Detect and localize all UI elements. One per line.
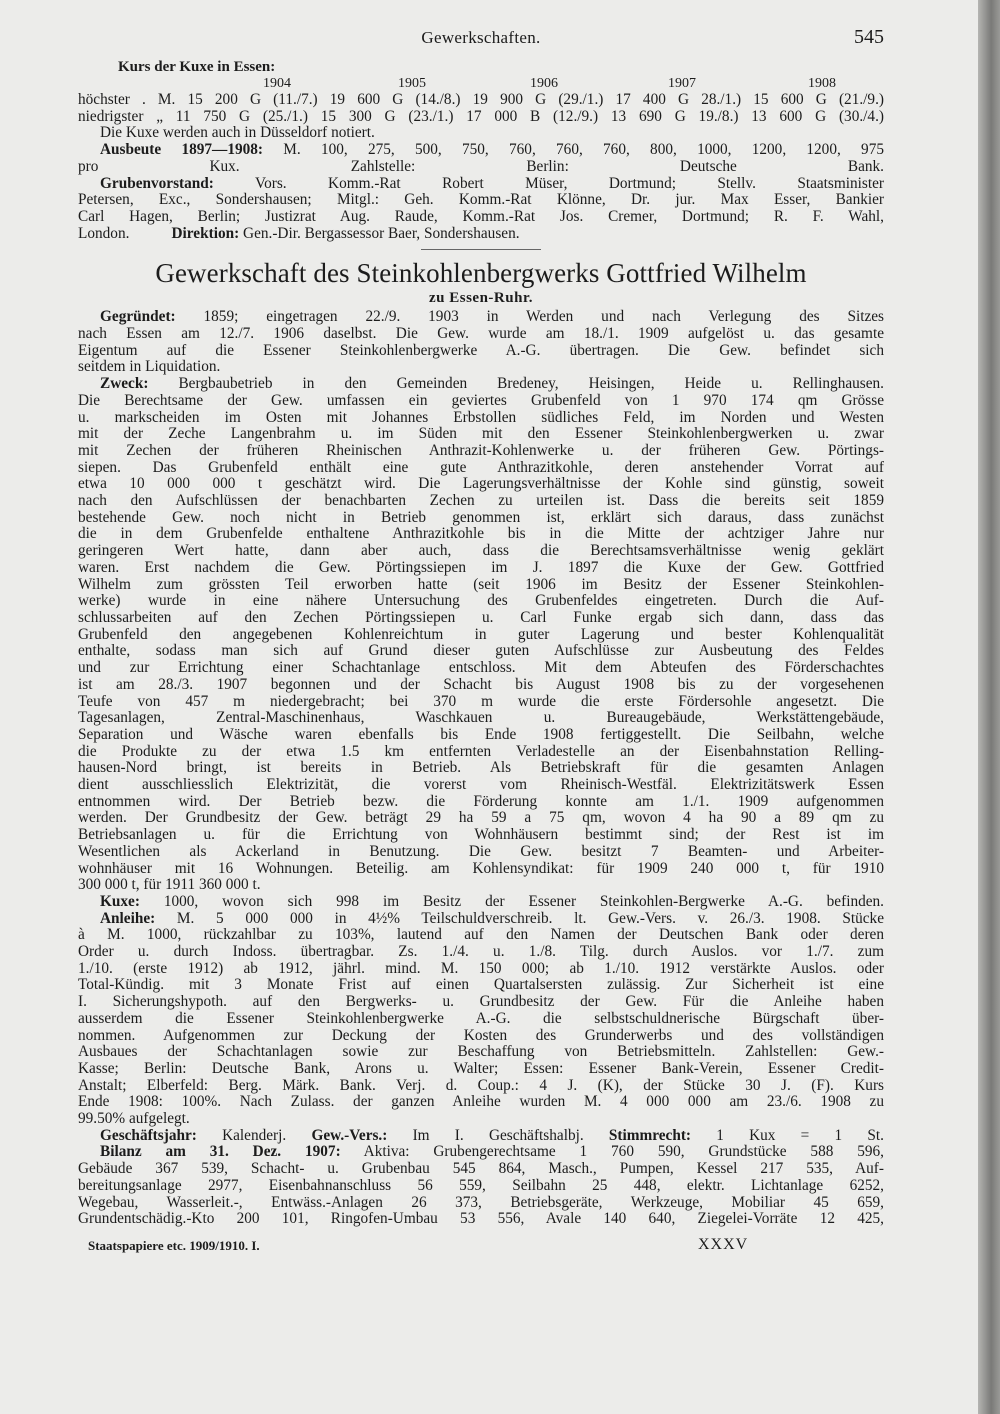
body-line xyxy=(78,694,884,711)
entry-label: Anleihe: xyxy=(100,909,156,927)
entry-text: Im I. Geschäftshalbj. xyxy=(387,1126,609,1144)
prelude-line xyxy=(78,142,884,159)
entry-text: Kasse; Berlin: Deutsche Bank, Arons u. Walter; Essen: Essener Bank-Verein, Essener Credit- xyxy=(78,1059,884,1077)
entry-text: hausen-Nord bringt, ist bereits in Betrieb. Als Betriebskraft für die gesamten Anlagen xyxy=(78,759,884,777)
kurs-years xyxy=(78,76,884,92)
entry-text: Carl Hagen, Berlin; Justizrat Aug. Raude, Komm.-Rat Jos. Cremer, Dortmund; R. F. Wahl, xyxy=(78,207,884,225)
entry-text: nach den Aufschlüssen der benachbarten Zechen zu urteilen ist. Dass die bereits seit 1859 xyxy=(78,492,884,510)
entry-text: die Produkte zu der etwa 1.5 km entfernten Verladestelle an der Eisenbahnstation Relling- xyxy=(78,742,884,760)
prelude-line xyxy=(78,176,884,193)
body-line xyxy=(78,660,884,677)
entry-text: Grubenfeld den angegebenen Kohlenreichtum in guter Lagerung und bester Kohlenqualität xyxy=(78,625,884,643)
entry-text: 1000, wovon sich 998 im Besitz der Essener Steinkohlen-Bergwerke A.-G. befinden. xyxy=(139,892,884,910)
body-line xyxy=(78,1144,884,1161)
body-line xyxy=(78,710,884,727)
body-line xyxy=(78,927,884,944)
body-line xyxy=(78,643,884,660)
entry-text: Ausbaues der Schachtanlagen sowie zur Beschaffung von Betriebsmitteln. Zahlstellen: Gew.- xyxy=(78,1043,884,1061)
body-line xyxy=(78,861,884,878)
section-divider xyxy=(421,249,541,250)
section-subtitle: zu Essen-Ruhr. xyxy=(429,290,533,307)
kurs-note: Die Kuxe werden auch in Düsseldorf notiert. xyxy=(100,124,375,142)
kurs-heading: Kurs der Kuxe in Essen: xyxy=(118,59,276,75)
body-line xyxy=(78,493,884,510)
footer-signature: Staatspapiere etc. 1909/1910. I. xyxy=(88,1238,260,1253)
year-label: 1907 xyxy=(668,76,696,91)
page-footer xyxy=(78,1234,884,1254)
year-label: 1908 xyxy=(808,76,836,91)
entry-label: Bilanz am 31. Dez. 1907: xyxy=(100,1143,341,1161)
entry-text: Betriebsanlagen u. für die Errichtung von Wohnhäusern bestimmt sind; der Rest ist im xyxy=(78,826,884,844)
entry-label: Ausbeute 1897—1908: xyxy=(100,141,264,159)
entry-label: Kuxe: xyxy=(100,892,140,910)
body-line xyxy=(78,1195,884,1212)
body-line xyxy=(78,827,884,844)
body-line xyxy=(78,460,884,477)
entry-text: ist am 28./3. 1907 begonnen und der Schacht bis August 1908 bis zu der vorgesehenen xyxy=(78,675,884,693)
body-line xyxy=(78,961,884,978)
body-line xyxy=(78,1128,884,1145)
body-line xyxy=(78,1094,884,1111)
body-line xyxy=(78,1011,884,1028)
entry-text: die in dem Grubenfelde enthaltene Anthrazitkohle bis in die Mitte der achtziger Jahre nur xyxy=(78,525,884,543)
year-label: 1904 xyxy=(263,76,291,91)
entry-text: werden. Der Grundbesitz der Gew. beträgt 29 ha 59 a 75 qm, wovon 4 ha 90 a 89 qm zu xyxy=(78,809,884,827)
body-line xyxy=(78,526,884,543)
prelude-line xyxy=(78,226,884,243)
entry-text: siepen. Das Grubenfeld enthält eine gute Anthrazitkohle, deren anstehender Vorrat auf xyxy=(78,458,884,476)
entry-label: Geschäftsjahr: xyxy=(100,1126,197,1144)
body-line xyxy=(78,510,884,527)
body-line xyxy=(78,476,884,493)
body-line xyxy=(78,794,884,811)
entry-text: etwa 10 000 000 t geschätzt wird. Die Lagerungsverhältnisse der Kohle sind günstig, soweit xyxy=(78,475,884,493)
entry-label: Gew.-Vers.: xyxy=(311,1126,388,1144)
entry-text: nommen. Aufgenommen zur Deckung der Kosten des Grunderwerbs und des vollständigen xyxy=(78,1026,884,1044)
entry-text: wohnhäuser mit 16 Wohnungen. Beteilig. am Kohlensyndikat: für 1909 240 000 t, für 1910 xyxy=(78,859,884,877)
body-line xyxy=(78,1211,884,1228)
body-line xyxy=(78,426,884,443)
entry-text: London. xyxy=(78,224,134,242)
body-line xyxy=(78,543,884,560)
body-line xyxy=(78,844,884,861)
prelude-block xyxy=(78,142,884,242)
year-label: 1905 xyxy=(398,76,426,91)
entry-text: à M. 1000, rückzahlbar zu 103%, lautend auf den Namen der Deutschen Bank oder deren xyxy=(78,926,884,944)
entry-text: entnommen wird. Der Betrieb bezw. die Förderung konnte am 1./1. 1909 aufgenommen xyxy=(78,792,884,810)
entry-text: 99.50% aufgelegt. xyxy=(78,1110,190,1128)
text-column xyxy=(78,22,884,1254)
prelude-line xyxy=(78,209,884,226)
body-line xyxy=(78,1111,884,1128)
body-line xyxy=(78,727,884,744)
body-line xyxy=(78,577,884,594)
entry-text: mit der Zeche Langenbrahm u. im Süden mit den Essener Steinkohlenbergwerken u. zwar xyxy=(78,425,884,443)
entry-text: Anstalt; Elberfeld: Berg. Märk. Bank. Verj. d. Coup.: 4 J. (K), der Stücke 30 J. (F). Kurs xyxy=(78,1076,884,1094)
body-line xyxy=(78,610,884,627)
kurs-row-high: höchster . M. 15 200 G (11./7.) 19 600 G (14./8.) 19 900 G (29./1.) 17 400 G 28./1.) 15 600 G (21./9.) xyxy=(78,91,884,108)
body-line xyxy=(78,326,884,343)
entry-text: u. markscheiden im Osten mit Johannes Erbstollen südliches Feld, im Norden und Westen xyxy=(78,408,884,426)
body-line xyxy=(78,994,884,1011)
entry-text: 1859; eingetragen 22./9. 1903 in Werden und nach Verlegung des Sitzes xyxy=(175,308,884,326)
body-line xyxy=(78,877,884,894)
body-line xyxy=(78,410,884,427)
footer-sheet-number: XXXV xyxy=(698,1236,749,1253)
entry-text: dient ausschliesslich Elektrizität, die vorerst vom Rheinisch-Westfäl. Elektrizitätswerk Essen xyxy=(78,776,884,794)
entry-text: Aktiva: Grubengerechtsame 1 760 590, Grundstücke 588 596, xyxy=(340,1143,884,1161)
entry-text: seitdem in Liquidation. xyxy=(78,358,221,376)
body-line xyxy=(78,627,884,644)
entry-text: M. 100, 275, 500, 750, 760, 760, 760, 800, 1000, 1200, 1200, 975 xyxy=(263,141,884,159)
entry-text: Order u. durch Indoss. übertragbar. Zs. 1./4. u. 1./8. Tilg. durch Auslos. vor 1./7. zum xyxy=(78,943,884,961)
entry-text: Ende 1908: 100%. Nach Zulass. der ganzen Anleihe wurden M. 4 000 000 am 23./6. 1908 zu xyxy=(78,1093,884,1111)
entry-label: Stimmrecht: xyxy=(608,1126,692,1144)
entry-text: waren. Erst nachdem die Gew. Pörtingssiepen im J. 1897 die Kuxe der Gew. Gottfried xyxy=(78,558,884,576)
entry-text: und zur Errichtung einer Schachtanlage entschloss. Mit dem Abteufen des Förderschachtes xyxy=(78,659,884,677)
body-line xyxy=(78,359,884,376)
body-line xyxy=(78,760,884,777)
entry-text: Vors. Komm.-Rat Robert Müser, Dortmund; Stellv. Staatsminister xyxy=(213,174,884,192)
article-body xyxy=(78,309,884,1228)
section-title: Gewerkschaft des Steinkohlenbergwerks Gottfried Wilhelm xyxy=(155,258,807,289)
entry-text: schlussarbeiten auf den Zechen Pörtingssiepen u. Carl Funke ergab sich dann, dass das xyxy=(78,608,884,626)
entry-text: Wesentlichen als Ackerland in Benutzung. Die Gew. besitzt 7 Beamten- und Arbeiter- xyxy=(78,842,884,860)
body-line xyxy=(78,443,884,460)
kurs-row-low: niedrigster „ 11 750 G (25./1.) 15 300 G (23./1.) 17 000 B (12./9.) 13 690 G 19./8.) 13 600 G (30./4.) xyxy=(78,107,884,125)
entry-text: ausserdem die Essener Steinkohlenbergwerke A.-G. die selbstschuldnerische Bürgschaft über- xyxy=(78,1009,884,1027)
body-line xyxy=(78,894,884,911)
entry-text: bestehende Gew. noch nicht in Betrieb genommen ist, erklärt sich daraus, dass zunächst xyxy=(78,508,884,526)
entry-text: werke) wurde in eine nähere Untersuchung des Grubenfeldes eingetreten. Durch die Auf- xyxy=(78,592,884,610)
body-line xyxy=(78,376,884,393)
body-line xyxy=(78,1044,884,1061)
body-line xyxy=(78,744,884,761)
entry-label: Zweck: xyxy=(100,375,149,393)
entry-text: pro Kux. Zahlstelle: Berlin: Deutsche Bank. xyxy=(78,157,884,175)
body-line xyxy=(78,677,884,694)
entry-text: Die Berechtsame der Gew. umfassen ein geviertes Grubenfeld von 1 970 174 qm Grösse xyxy=(78,391,884,409)
body-line xyxy=(78,560,884,577)
body-line xyxy=(78,810,884,827)
page-number: 545 xyxy=(854,26,884,48)
entry-label: Gegründet: xyxy=(100,308,176,326)
body-line xyxy=(78,1061,884,1078)
entry-text: 1./10. (erste 1912) ab 1912, jährl. mind. M. 150 000; ab 1./10. 1912 verstärkte Auslos. oder xyxy=(78,959,884,977)
page-edge-shadow xyxy=(978,0,1000,1414)
entry-label: Grubenvorstand: xyxy=(100,174,214,192)
running-header xyxy=(78,22,884,56)
body-line xyxy=(78,1078,884,1095)
entry-text: mit Zechen der früheren Rheinischen Anthrazit-Kohlenwerke u. der früheren Gew. Pörtings- xyxy=(78,441,884,459)
entry-text: M. 5 000 000 in 4½% Teilschuldverschreib. lt. Gew.-Vers. v. 26./3. 1908. Stücke xyxy=(155,909,884,927)
body-line xyxy=(78,393,884,410)
entry-text: Kalenderj. xyxy=(196,1126,312,1144)
body-line xyxy=(78,777,884,794)
body-line xyxy=(78,911,884,928)
body-line xyxy=(78,1028,884,1045)
body-line xyxy=(78,1161,884,1178)
prelude-line xyxy=(78,159,884,176)
body-line xyxy=(78,944,884,961)
entry-text: Eigentum auf die Essener Steinkohlenbergwerke A.-G. übertragen. Die Gew. befindet sich xyxy=(78,341,884,359)
entry-text: Gebäude 367 539, Schacht- u. Grubenbau 545 864, Masch., Pumpen, Kessel 217 535, Auf- xyxy=(78,1160,884,1178)
entry-text: 300 000 t, für 1911 360 000 t. xyxy=(78,876,261,894)
entry-text: Wegebau, Wasserleit.-, Entwäss.-Anlagen 26 373, Betriebsgeräte, Werkzeuge, Mobiliar 45 659, xyxy=(78,1193,884,1211)
year-label: 1906 xyxy=(530,76,558,91)
entry-text: Grundentschädig.-Kto 200 101, Ringofen-Umbau 53 556, Avale 140 640, Ziegelei-Vorräte 12 425, xyxy=(78,1210,884,1228)
entry-text: geringeren Wert hatte, dann aber auch, dass die Berechtsamsverhältnisse wenig geklärt xyxy=(78,542,884,560)
body-line xyxy=(78,343,884,360)
entry-text: Total-Kündig. mit 3 Monate Frist auf einen Quartalsersten zulässig. Zur Sicherheit ist eine xyxy=(78,976,884,994)
entry-text: Petersen, Exc., Sondershausen; Mitgl.: Geh. Komm.-Rat Klönne, Dr. jur. Max Esser, Bankier xyxy=(78,191,884,209)
entry-text: Gen.-Dir. Bergassessor Baer, Sondershausen. xyxy=(239,224,520,242)
entry-text: 1 Kux = 1 St. xyxy=(691,1126,884,1144)
entry-text: Bergbaubetrieb in den Gemeinden Bredeney, Heisingen, Heide u. Rellinghausen. xyxy=(148,375,884,393)
body-line xyxy=(78,593,884,610)
entry-text: I. Sicherungshypoth. auf den Bergwerks- u. Grundbesitz der Gew. Für die Anleihe haben xyxy=(78,993,884,1011)
body-line xyxy=(78,1178,884,1195)
entry-text: enthalte, sodass man sich auf Grund dieser guten Aufschlüsse zur Ausbeutung des Feldes xyxy=(78,642,884,660)
entry-text: bereitungsanlage 2977, Eisenbahnanschluss 56 559, Seilbahn 25 448, elektr. Lichtanlage 6252, xyxy=(78,1176,884,1194)
entry-text: Teufe von 457 m niedergebracht; bei 370 m wurde die erste Fördersohle angesetzt. Die xyxy=(78,692,884,710)
body-line xyxy=(78,309,884,326)
entry-text: nach Essen am 12./7. 1906 daselbst. Die Gew. wurde am 18./1. 1909 aufgelöst u. das gesamte xyxy=(78,325,884,343)
prelude-line xyxy=(78,192,884,209)
entry-spacer xyxy=(133,225,171,242)
entry-text: Wilhelm zum grössten Teil erworben hatte (seit 1906 im Besitz der Essener Steinkohlen- xyxy=(78,575,884,593)
entry-text: Separation und Wäsche waren ebenfalls bis Ende 1908 fertiggestellt. Die Seilbahn, welche xyxy=(78,725,884,743)
header-title: Gewerkschaften. xyxy=(421,28,541,47)
body-line xyxy=(78,977,884,994)
entry-label: Direktion: xyxy=(171,224,240,242)
entry-text: Tagesanlagen, Zentral-Maschinenhaus, Waschkauen u. Bureaugebäude, Werkstättengebäude, xyxy=(78,709,884,727)
